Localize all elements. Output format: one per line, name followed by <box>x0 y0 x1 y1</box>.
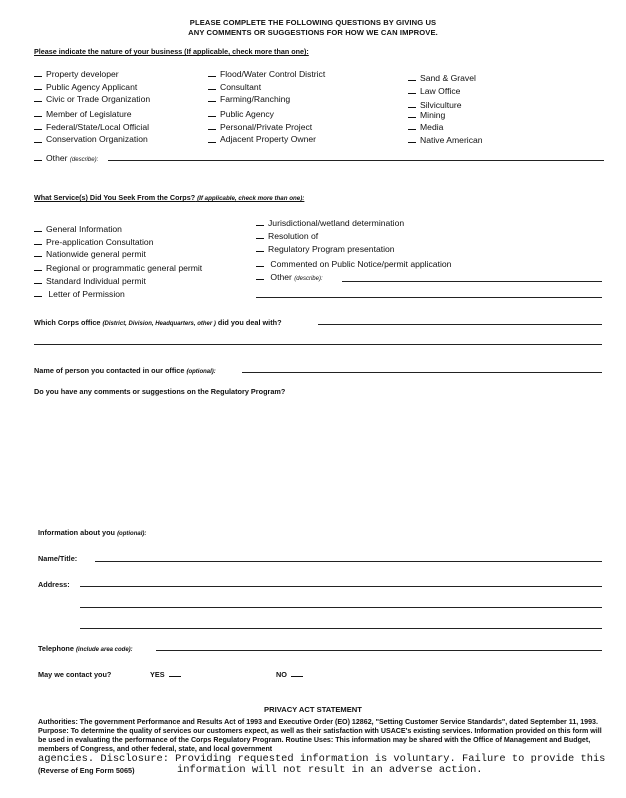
business-option[interactable]: Native American <box>408 135 483 148</box>
form-header-line-2: ANY COMMENTS OR SUGGESTIONS FOR HOW WE CAN IMPROVE. <box>188 28 438 37</box>
business-option[interactable]: Media <box>408 122 483 135</box>
check-blank[interactable] <box>408 107 416 108</box>
check-blank[interactable] <box>34 231 42 232</box>
telephone-line[interactable] <box>156 650 602 651</box>
business-option[interactable]: Public Agency <box>208 109 325 122</box>
privacy-body: Authorities: The government Performance and Results Act of 1993 and Executive Order (EO) 12862, "Setting Customer Service Standards", dated September 11, 1993. Purpose: To determine the quality of services our customers expect, as well as their satisfaction with USACE's existing services. Information provided on this form will be used in evaluating the performance of the Corps Regulatory Program. Routine Uses: This information may be shared with the Office of Management and Budget, members of Congress, and other federal, state, and local government <box>38 718 602 753</box>
business-option[interactable]: Mining <box>408 110 483 122</box>
service-other[interactable]: Other (describe): <box>256 272 323 285</box>
service-option[interactable]: General Information <box>34 224 202 237</box>
check-blank[interactable] <box>208 101 216 102</box>
corps-office-line-2[interactable] <box>34 344 602 345</box>
check-blank[interactable] <box>34 283 42 284</box>
check-blank[interactable] <box>208 89 216 90</box>
business-option[interactable]: Public Agency Applicant <box>34 82 150 95</box>
check-blank[interactable] <box>34 89 42 90</box>
service-other-line-1[interactable] <box>342 281 602 282</box>
service-option[interactable]: Regulatory Program presentation <box>256 244 451 259</box>
check-blank[interactable] <box>34 160 42 161</box>
service-option[interactable]: Jurisdictional/wetland determination <box>256 218 451 231</box>
check-blank[interactable] <box>208 142 216 143</box>
business-option[interactable]: Consultant <box>208 82 325 95</box>
check-blank[interactable] <box>256 225 264 226</box>
yes-option[interactable]: YES <box>150 670 181 679</box>
check-blank[interactable] <box>34 256 42 257</box>
service-option[interactable]: Regional or programmatic general permit <box>34 263 202 277</box>
check-blank[interactable] <box>34 116 42 117</box>
business-option[interactable]: Conservation Organization <box>34 134 150 147</box>
check-blank[interactable] <box>208 116 216 117</box>
comments-question: Do you have any comments or suggestions on the Regulatory Program? <box>34 387 286 396</box>
business-other-line[interactable] <box>108 160 604 161</box>
address-line-1[interactable] <box>80 586 602 587</box>
corps-office-label: Which Corps office (District, Division, Headquarters, other ) did you deal with? <box>34 318 282 327</box>
telephone-label: Telephone (include area code): <box>38 644 133 653</box>
business-option[interactable]: Adjacent Property Owner <box>208 134 325 147</box>
business-option[interactable]: Flood/Water Control District <box>208 69 325 82</box>
check-blank[interactable] <box>208 76 216 77</box>
name-title-label: Name/Title: <box>38 554 78 563</box>
check-blank[interactable] <box>408 129 416 130</box>
services-col-right <box>256 218 451 273</box>
check-blank[interactable] <box>34 296 42 297</box>
service-option[interactable]: Commented on Public Notice/permit application <box>256 259 451 273</box>
check-blank[interactable] <box>408 93 416 94</box>
privacy-disclosure-line-2: information will not result in an adverse action. <box>177 764 483 776</box>
business-col-2 <box>208 69 325 147</box>
check-blank[interactable] <box>256 238 264 239</box>
no-blank[interactable] <box>291 676 303 677</box>
business-col-1 <box>34 69 150 147</box>
check-blank[interactable] <box>256 279 264 280</box>
business-col-3 <box>408 73 483 148</box>
form-header-line-1: PLEASE COMPLETE THE FOLLOWING QUESTIONS BY GIVING US <box>189 18 437 27</box>
form-number: (Reverse of Eng Form 5065) <box>38 766 135 775</box>
service-option[interactable]: Pre-application Consultation <box>34 237 202 250</box>
check-blank[interactable] <box>408 117 416 118</box>
about-you-label: Information about you (optional): <box>38 528 147 537</box>
yes-blank[interactable] <box>169 676 181 677</box>
check-blank[interactable] <box>256 251 264 252</box>
business-option[interactable]: Personal/Private Project <box>208 122 325 135</box>
business-option[interactable]: Civic or Trade Organization <box>34 94 150 109</box>
service-option[interactable]: Standard Individual permit <box>34 276 202 289</box>
business-option[interactable]: Property developer <box>34 69 150 82</box>
check-blank[interactable] <box>34 76 42 77</box>
business-option[interactable]: Member of Legislature <box>34 109 150 122</box>
business-option[interactable]: Law Office <box>408 86 483 100</box>
may-we-contact-label: May we contact you? <box>38 670 112 679</box>
name-title-line[interactable] <box>95 561 602 562</box>
service-other-line-2[interactable] <box>256 297 602 298</box>
privacy-disclosure-line: agencies. Disclosure: Providing requested information is voluntary. Failure to provide this <box>38 753 606 765</box>
check-blank[interactable] <box>34 142 42 143</box>
check-blank[interactable] <box>34 101 42 102</box>
check-blank[interactable] <box>34 270 42 271</box>
check-blank[interactable] <box>34 129 42 130</box>
address-label: Address: <box>38 580 70 589</box>
corps-office-line-1[interactable] <box>318 324 602 325</box>
service-option[interactable]: Resolution of <box>256 231 451 244</box>
contact-person-line[interactable] <box>242 372 602 373</box>
privacy-title: PRIVACY ACT STATEMENT <box>264 705 362 714</box>
comments-area[interactable] <box>34 400 602 518</box>
service-option[interactable]: Nationwide general permit <box>34 249 202 263</box>
business-heading: Please indicate the nature of your business (If applicable, check more than one): <box>34 47 309 56</box>
service-option[interactable]: Letter of Permission <box>34 289 202 302</box>
services-col-left <box>34 224 202 301</box>
business-other[interactable]: Other (describe): <box>34 153 98 166</box>
check-blank[interactable] <box>408 142 416 143</box>
business-option[interactable]: Farming/Ranching <box>208 94 325 109</box>
address-line-2[interactable] <box>80 607 602 608</box>
services-heading: What Service(s) Did You Seek From the Corps? (If applicable, check more than one): <box>34 193 305 202</box>
address-line-3[interactable] <box>80 628 602 629</box>
business-option[interactable]: Sand & Gravel <box>408 73 483 86</box>
contact-person-label: Name of person you contacted in our office (optional): <box>34 366 216 375</box>
no-option[interactable]: NO <box>276 670 303 679</box>
check-blank[interactable] <box>34 244 42 245</box>
check-blank[interactable] <box>208 129 216 130</box>
business-option[interactable]: Silviculture <box>408 100 483 111</box>
check-blank[interactable] <box>256 266 264 267</box>
check-blank[interactable] <box>408 80 416 81</box>
business-option[interactable]: Federal/State/Local Official <box>34 122 150 135</box>
